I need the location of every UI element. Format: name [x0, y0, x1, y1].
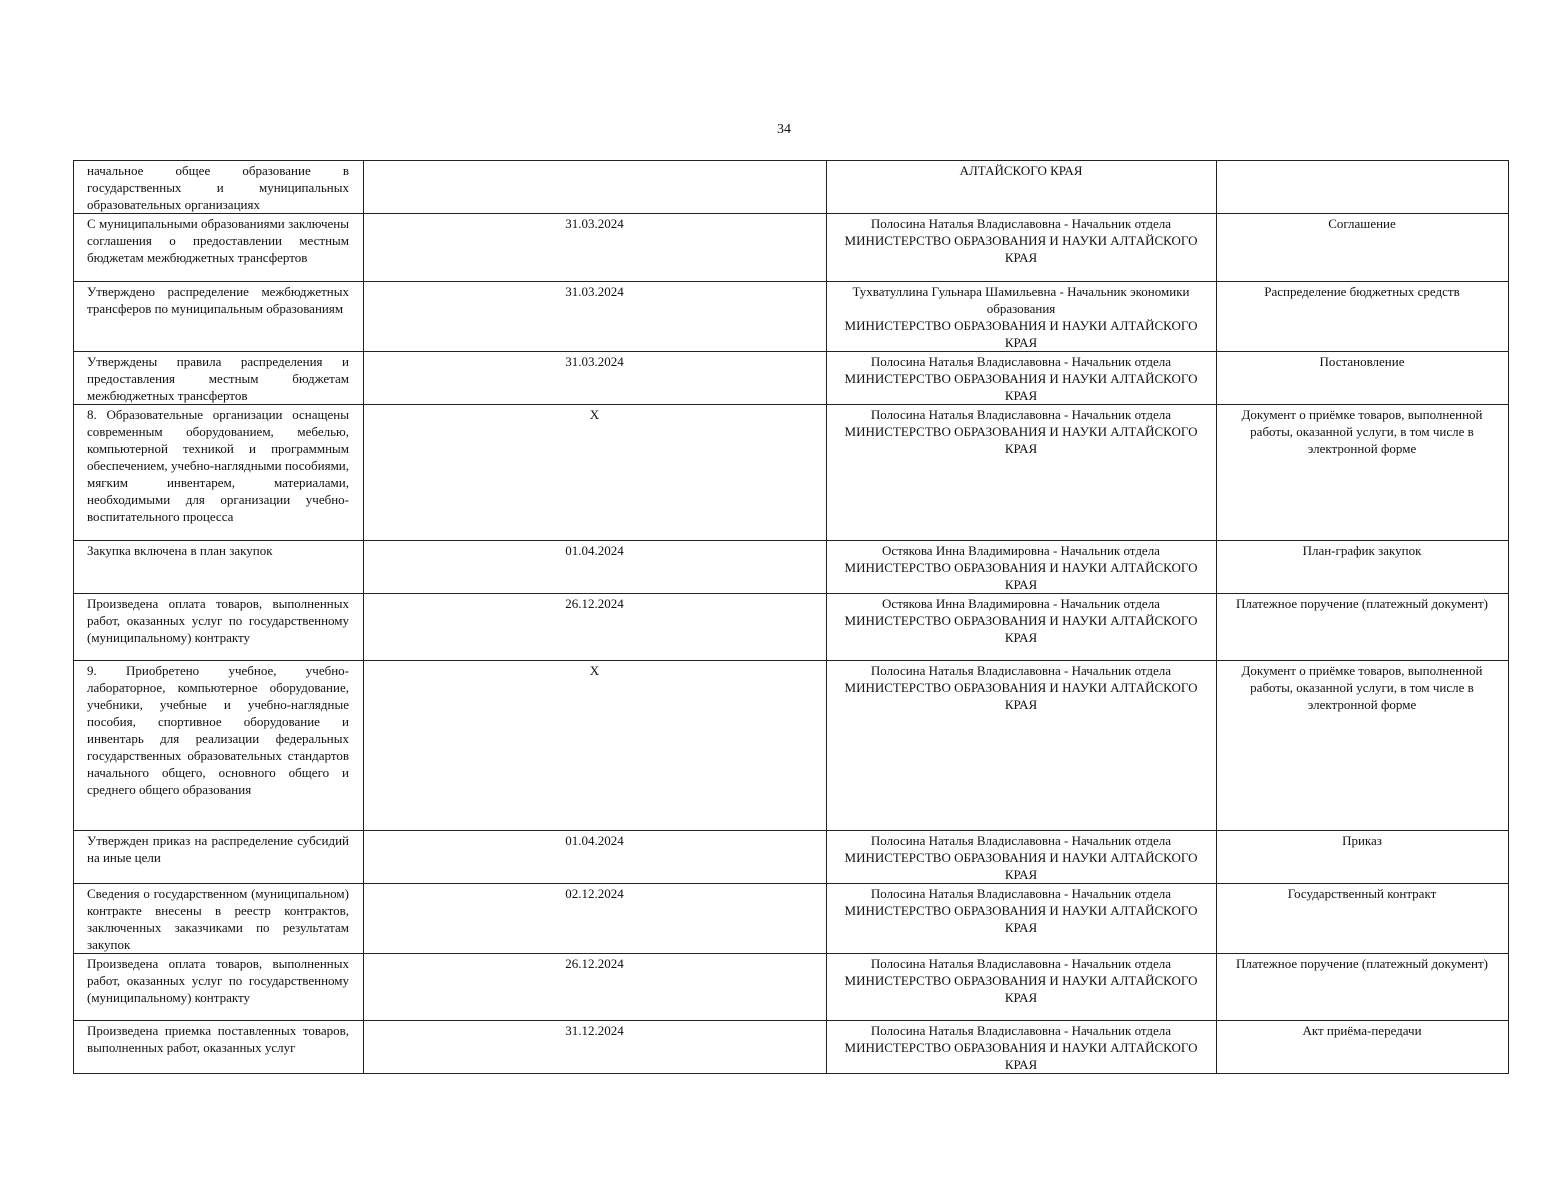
- responsible-cell: [827, 954, 1217, 1021]
- responsible-cell: [827, 594, 1217, 661]
- event-date: 31.03.2024: [364, 282, 827, 352]
- responsible-org: АЛТАЙСКОГО КРАЯ: [959, 163, 1083, 178]
- event-date: 01.04.2024: [364, 831, 827, 884]
- responsible-org: МИНИСТЕРСТВО ОБРАЗОВАНИЯ И НАУКИ АЛТАЙСКОГО КРАЯ: [844, 903, 1198, 935]
- event-date: 31.12.2024: [364, 1021, 827, 1074]
- event-date: 26.12.2024: [364, 594, 827, 661]
- responsible-cell: [827, 352, 1217, 405]
- responsible-cell: [827, 214, 1217, 282]
- table-row: [74, 282, 1509, 352]
- document-type: Платежное поручение (платежный документ): [1217, 954, 1509, 1021]
- responsible-person: Полосина Наталья Владиславовна - Начальник отдела: [870, 956, 1172, 971]
- table-row: [74, 884, 1509, 954]
- event-date: X: [364, 661, 827, 831]
- responsible-person: Полосина Наталья Владиславовна - Начальник отдела: [870, 663, 1172, 678]
- responsible-org: МИНИСТЕРСТВО ОБРАЗОВАНИЯ И НАУКИ АЛТАЙСКОГО КРАЯ: [844, 371, 1198, 403]
- event-date: 31.03.2024: [364, 214, 827, 282]
- responsible-person: Полосина Наталья Владиславовна - Начальник отдела: [870, 407, 1172, 422]
- event-description: Закупка включена в план закупок: [74, 541, 364, 594]
- event-description: 8. Образовательные организации оснащены современным оборудованием, мебелью, компьютерной техникой и программным обеспечением, учебно-наглядными пособиями, мягким инвентарем, материалами, необходимыми для организации учебно-воспитательного процесса: [74, 405, 364, 541]
- event-description: 9. Приобретено учебное, учебно-лабораторное, компьютерное оборудование, учебники, учебные и учебно-наглядные пособия, спортивное оборудование и инвентарь для реализации федеральных государственных образовательных стандартов начального общего, основного общего и среднего общего образования: [74, 661, 364, 831]
- document-type: Государственный контракт: [1217, 884, 1509, 954]
- responsible-cell: [827, 831, 1217, 884]
- table-row: [74, 954, 1509, 1021]
- event-date: 01.04.2024: [364, 541, 827, 594]
- event-date: X: [364, 405, 827, 541]
- responsible-org: МИНИСТЕРСТВО ОБРАЗОВАНИЯ И НАУКИ АЛТАЙСКОГО КРАЯ: [844, 1040, 1198, 1072]
- responsible-person: Полосина Наталья Владиславовна - Начальник отдела: [870, 886, 1172, 901]
- responsible-cell: [827, 541, 1217, 594]
- responsible-person: Тухватуллина Гульнара Шамильевна - Начальник экономики образования: [852, 284, 1190, 316]
- event-date: 31.03.2024: [364, 352, 827, 405]
- responsible-org: МИНИСТЕРСТВО ОБРАЗОВАНИЯ И НАУКИ АЛТАЙСКОГО КРАЯ: [844, 560, 1198, 592]
- event-description: Произведена приемка поставленных товаров, выполненных работ, оказанных услуг: [74, 1021, 364, 1074]
- table-row: [74, 541, 1509, 594]
- responsible-cell: [827, 282, 1217, 352]
- document-type: Документ о приёмке товаров, выполненной работы, оказанной услуги, в том числе в электронной форме: [1217, 661, 1509, 831]
- responsible-org: МИНИСТЕРСТВО ОБРАЗОВАНИЯ И НАУКИ АЛТАЙСКОГО КРАЯ: [844, 318, 1198, 350]
- table-row: [74, 1021, 1509, 1074]
- responsible-org: МИНИСТЕРСТВО ОБРАЗОВАНИЯ И НАУКИ АЛТАЙСКОГО КРАЯ: [844, 233, 1198, 265]
- responsible-org: МИНИСТЕРСТВО ОБРАЗОВАНИЯ И НАУКИ АЛТАЙСКОГО КРАЯ: [844, 973, 1198, 1005]
- responsible-org: МИНИСТЕРСТВО ОБРАЗОВАНИЯ И НАУКИ АЛТАЙСКОГО КРАЯ: [844, 424, 1198, 456]
- event-description: начальное общее образование в государственных и муниципальных образовательных организациях: [74, 161, 364, 214]
- responsible-person: Полосина Наталья Владиславовна - Начальник отдела: [870, 216, 1172, 231]
- responsible-person: Полосина Наталья Владиславовна - Начальник отдела: [870, 833, 1172, 848]
- responsible-person: Остякова Инна Владимировна - Начальник отдела: [882, 596, 1160, 611]
- event-date: 02.12.2024: [364, 884, 827, 954]
- document-type: Приказ: [1217, 831, 1509, 884]
- responsible-cell: [827, 661, 1217, 831]
- plan-table: [73, 160, 1509, 1074]
- responsible-org: МИНИСТЕРСТВО ОБРАЗОВАНИЯ И НАУКИ АЛТАЙСКОГО КРАЯ: [844, 613, 1198, 645]
- document-type: Акт приёма-передачи: [1217, 1021, 1509, 1074]
- responsible-org: МИНИСТЕРСТВО ОБРАЗОВАНИЯ И НАУКИ АЛТАЙСКОГО КРАЯ: [844, 850, 1198, 882]
- event-description: Произведена оплата товаров, выполненных работ, оказанных услуг по государственному (муниципальному) контракту: [74, 594, 364, 661]
- table-row: [74, 594, 1509, 661]
- table-row: [74, 161, 1509, 214]
- responsible-cell: [827, 405, 1217, 541]
- table-row: [74, 831, 1509, 884]
- table-row: [74, 214, 1509, 282]
- responsible-org: МИНИСТЕРСТВО ОБРАЗОВАНИЯ И НАУКИ АЛТАЙСКОГО КРАЯ: [844, 680, 1198, 712]
- document-type: Документ о приёмке товаров, выполненной работы, оказанной услуги, в том числе в электронной форме: [1217, 405, 1509, 541]
- document-type: Постановление: [1217, 352, 1509, 405]
- responsible-cell: [827, 884, 1217, 954]
- event-description: Утвержден приказ на распределение субсидий на иные цели: [74, 831, 364, 884]
- document-type: Распределение бюджетных средств: [1217, 282, 1509, 352]
- responsible-cell: [827, 1021, 1217, 1074]
- event-date: [364, 161, 827, 214]
- responsible-person: Полосина Наталья Владиславовна - Начальник отдела: [870, 354, 1172, 369]
- event-description: Утверждены правила распределения и предоставления местным бюджетам межбюджетных трансфертов: [74, 352, 364, 405]
- table-row: [74, 352, 1509, 405]
- document-type: Соглашение: [1217, 214, 1509, 282]
- event-description: С муниципальными образованиями заключены соглашения о предоставлении местным бюджетам межбюджетных трансфертов: [74, 214, 364, 282]
- document-type: [1217, 161, 1509, 214]
- table-row: [74, 405, 1509, 541]
- event-description: Сведения о государственном (муниципальном) контракте внесены в реестр контрактов, заключенных заказчиками по результатам закупок: [74, 884, 364, 954]
- table-row: [74, 661, 1509, 831]
- document-type: Платежное поручение (платежный документ): [1217, 594, 1509, 661]
- responsible-cell: [827, 161, 1217, 214]
- responsible-person: Остякова Инна Владимировна - Начальник отдела: [882, 543, 1160, 558]
- document-type: План-график закупок: [1217, 541, 1509, 594]
- responsible-person: Полосина Наталья Владиславовна - Начальник отдела: [870, 1023, 1172, 1038]
- page-number: 34: [777, 122, 791, 137]
- event-description: Произведена оплата товаров, выполненных работ, оказанных услуг по государственному (муниципальному) контракту: [74, 954, 364, 1021]
- event-description: Утверждено распределение межбюджетных трансферов по муниципальным образованиям: [74, 282, 364, 352]
- event-date: 26.12.2024: [364, 954, 827, 1021]
